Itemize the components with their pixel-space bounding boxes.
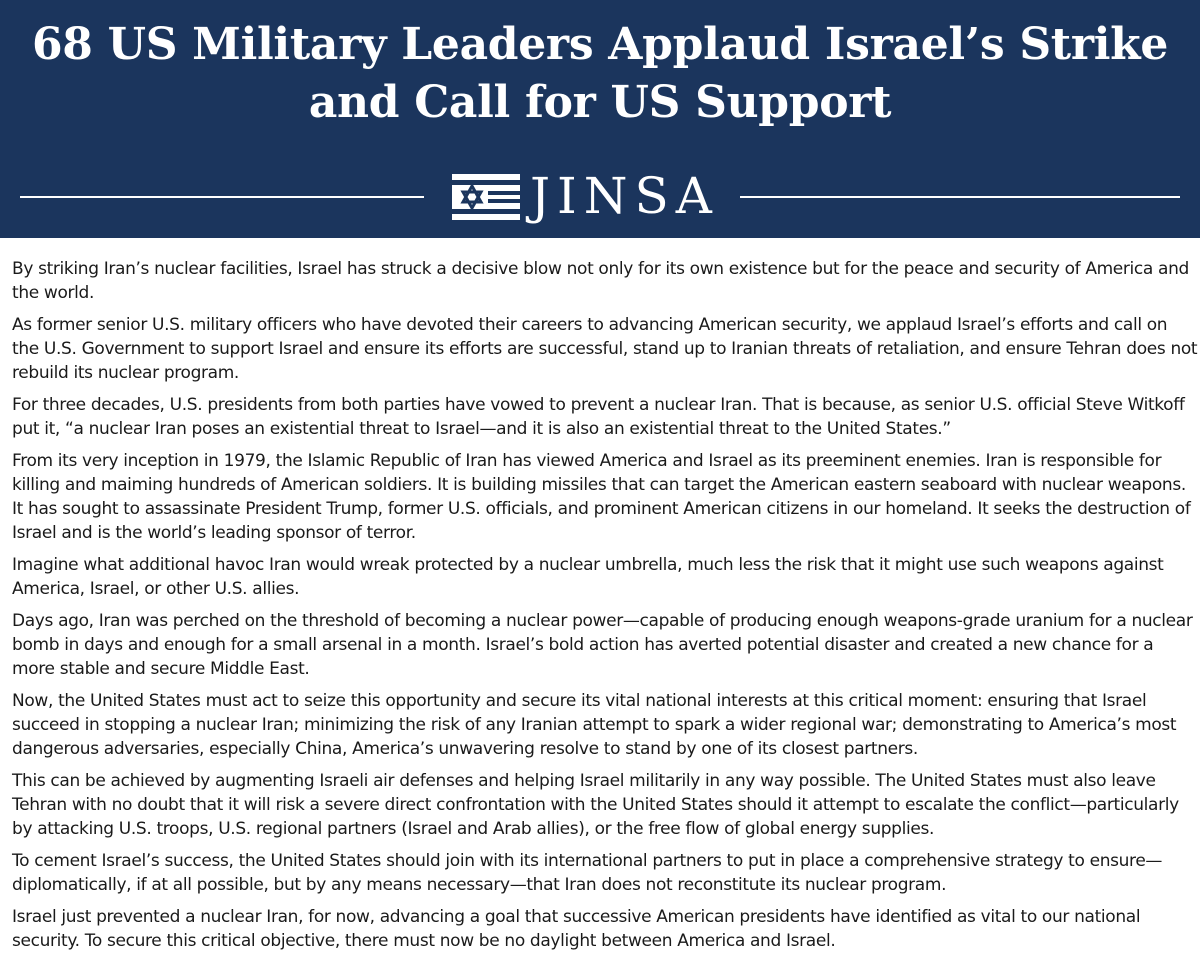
paragraph: From its very inception in 1979, the Islamic Republic of Iran has viewed America and Israel as its preeminent enemies. Iran is responsible for killing and maiming hundreds of American soldiers. It is building missiles that can target the American eastern seaboard with nuclear weapons. It has sought to assassinate President Trump, former U.S. officials, and prominent American citizens in our homeland. It seeks the destruction of Israel and is the world’s leading sponsor of terror.: [12, 451, 1191, 543]
jinsa-logo: [452, 167, 722, 225]
paragraph: Days ago, Iran was perched on the threshold of becoming a nuclear power—capable of producing enough weapons-grade uranium for a nuclear bomb in days and enough for a small arsenal in a month. Israel’s bold action has averted potential disaster and created a new chance for a more stable and secure Middle East.: [12, 611, 1193, 679]
jinsa-flag-star-icon: [452, 174, 520, 220]
paragraph: Israel just prevented a nuclear Iran, for now, advancing a goal that successive American presidents have identified as vital to our national security. To secure this critical objective, there must now be no daylight between America and Israel.: [12, 907, 1141, 951]
divider-left: [20, 196, 424, 198]
paragraph: Imagine what additional havoc Iran would wreak protected by a nuclear umbrella, much less the risk that it might use such weapons against America, Israel, or other U.S. allies.: [12, 555, 1164, 599]
title-line-2: and Call for US Support: [308, 77, 892, 128]
title-line-1: 68 US Military Leaders Applaud Israel’s Strike: [31, 19, 1169, 70]
paragraph: To cement Israel’s success, the United States should join with its international partners to put in place a comprehensive strategy to ensure—diplomatically, if at all possible, but by any means necessary—that Iran does not reconstitute its nuclear program.: [12, 851, 1163, 895]
paragraph: As former senior U.S. military officers who have devoted their careers to advancing American security, we applaud Israel’s efforts and call on the U.S. Government to support Israel and ensure its efforts are successful, stand up to Iranian threats of retaliation, and ensure Tehran does not rebuild its nuclear program.: [12, 315, 1198, 383]
divider-right: [740, 196, 1180, 198]
statement-body: [12, 257, 1198, 961]
paragraph: This can be achieved by augmenting Israeli air defenses and helping Israel militarily in any way possible. The United States must also leave Tehran with no doubt that it will risk a severe direct confrontation with the United States should it attempt to escalate the conflict—particularly by attacking U.S. troops, U.S. regional partners (Israel and Arab allies), or the free flow of global energy supplies.: [12, 771, 1179, 839]
paragraph: By striking Iran’s nuclear facilities, Israel has struck a decisive blow not only for its own existence but for the peace and security of America and the world.: [12, 259, 1189, 303]
page-title: [0, 16, 1200, 132]
paragraph: Now, the United States must act to seize this opportunity and secure its vital national interests at this critical moment: ensuring that Israel succeed in stopping a nuclear Iran; minimizing the risk of any Iranian attempt to spark a wider regional war; demonstrating to America’s most dangerous adversaries, especially China, America’s unwavering resolve to stand by one of its closest partners.: [12, 691, 1177, 759]
header-banner: [0, 0, 1200, 238]
logo-wordmark: JINSA: [530, 167, 719, 225]
paragraph: For three decades, U.S. presidents from both parties have vowed to prevent a nuclear Iran. That is because, as senior U.S. official Steve Witkoff put it, “a nuclear Iran poses an existential threat to Israel—and it is also an existential threat to the United States.”: [12, 395, 1185, 439]
